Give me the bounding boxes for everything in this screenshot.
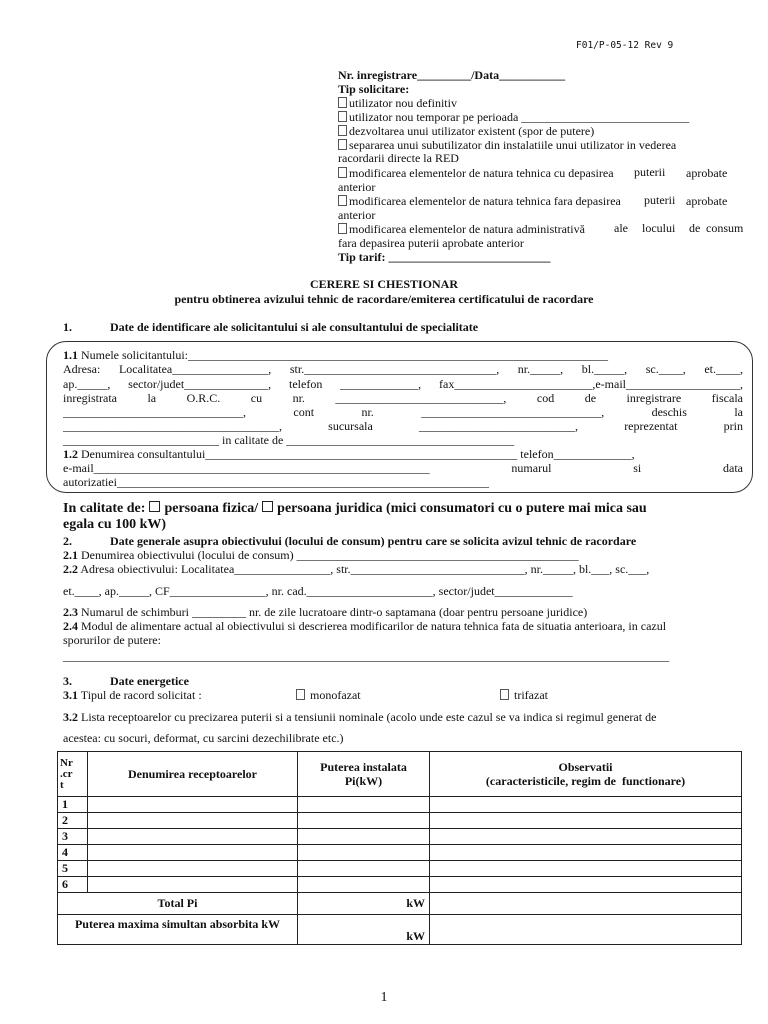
objective-address-field-2[interactable]: et.____, ap._____, CF________________, nr. cad._____________________, sector/judet_____________ xyxy=(63,584,573,598)
registration-line: Nr. inregistrare_________/Data___________ xyxy=(338,68,566,82)
consultant-field[interactable]: 1.2 Denumirea consultantului____________________________________________________ telefon_____________, xyxy=(63,447,635,461)
option-threephase[interactable]: trifazat xyxy=(500,688,548,703)
request-type-label: Tip solicitare: xyxy=(338,82,410,96)
orc-registration-field[interactable]: inregistrata la O.R.C. cu nr. ____________________________, cod de inregistrare fiscala xyxy=(63,391,743,405)
branch-field[interactable]: ____________________________________, sucursala __________________________, reprezentat prin xyxy=(63,419,743,433)
applicant-contact-field[interactable]: ap._____, sector/judet______________, telefon _____________, fax_______________________,e-mail___________________, xyxy=(63,377,743,391)
receivers-list-label: 3.2 Lista receptoarelor cu precizarea puterii si a tensiunii nominale (acolo unde este cazul se va indica si regimul generat de xyxy=(63,710,657,724)
document-subtitle: pentru obtinerea avizului tehnic de racordare/emiterea certificatului de racordare xyxy=(174,292,594,306)
table-row: 2 xyxy=(58,813,742,829)
checkbox-icon[interactable] xyxy=(338,125,347,136)
option-tech-with-excess[interactable]: modificarea elementelor de natura tehnica cu depasirea xyxy=(338,166,614,181)
table-row: 6 xyxy=(58,877,742,893)
supply-mode-label: 2.4 Modul de alimentare actual al obiectivului si descrierea modificarilor de natura tehnica fata de situatia anterioara, in cazul xyxy=(63,619,667,633)
checkbox-legal-entity-icon[interactable] xyxy=(262,501,273,512)
table-header-row xyxy=(58,752,742,797)
shifts-field[interactable]: 2.3 Numarul de schimburi _________ nr. de zile lucratoare dintr-o saptamana (doar pentru persoane juridice) xyxy=(63,605,588,619)
table-row: 3 xyxy=(58,829,742,845)
checkbox-icon[interactable] xyxy=(338,111,347,122)
consultant-email-field[interactable]: e-mail________________________________________________________ numarul si data xyxy=(63,461,743,475)
page-number: 1 xyxy=(380,990,388,1005)
checkbox-icon[interactable] xyxy=(338,195,347,206)
capacity-line: In calitate de: persoana fizica/ persoana juridica (mici consumatori cu o putere mai mica sau xyxy=(63,501,647,516)
account-field[interactable]: ______________________________, cont nr. ______________________________, deschis la xyxy=(63,405,743,419)
section-3-number: 3. xyxy=(63,674,72,688)
checkbox-icon[interactable] xyxy=(338,167,347,178)
representative-field[interactable]: __________________________ in calitate de ______________________________________ xyxy=(63,433,515,447)
total-row xyxy=(58,893,742,915)
applicant-address-field[interactable]: Adresa: Localitatea________________, str.________________________________, nr._____, bl._____, sc.____, et.____, xyxy=(63,362,743,376)
capacity-line-2: egala cu 100 kW) xyxy=(63,517,167,532)
option-admin-change[interactable]: modificarea elementelor de natura administrativă xyxy=(338,222,585,237)
authorization-field[interactable]: autorizatiei______________________________________________________________ xyxy=(63,475,489,489)
applicant-name-field[interactable]: 1.1 Numele solicitantului:______________________________________________________________________ xyxy=(63,348,608,362)
col-header-nr: Nr .cr t xyxy=(58,752,88,797)
total-label: Total Pi xyxy=(58,893,298,915)
connection-type-label: 3.1 Tipul de racord solicitat : xyxy=(63,688,202,702)
tariff-type[interactable]: Tip tarif: ___________________________ xyxy=(338,250,551,264)
objective-address-field[interactable]: 2.2 Adresa obiectivului: Localitatea________________, str._____________________________, nr._____, bl.___, sc.___, xyxy=(63,562,650,576)
col-header-power: Puterea instalata Pi(kW) xyxy=(298,752,430,797)
checkbox-icon[interactable] xyxy=(500,689,509,700)
checkbox-icon[interactable] xyxy=(338,139,347,150)
section-2-heading: Date generale asupra obiectivului (locului de consum) pentru care se solicita avizul tehnic de racordare xyxy=(110,534,637,548)
max-power-label: Puterea maxima simultan absorbita kW xyxy=(58,915,298,945)
max-power-unit[interactable]: kW xyxy=(298,915,430,945)
col-header-name: Denumirea receptoarelor xyxy=(88,752,298,797)
col-header-notes: Observatii (caracteristicile, regim de functionare) xyxy=(430,752,742,797)
option-power-increase[interactable]: dezvoltarea unui utilizator existent (spor de putere) xyxy=(338,124,594,139)
checkbox-icon[interactable] xyxy=(338,97,347,108)
section-2-number: 2. xyxy=(63,534,72,548)
max-power-row xyxy=(58,915,742,945)
option-separation[interactable]: separarea unui subutilizator din instalatiile unui utilizator in vederea xyxy=(338,138,676,153)
receivers-table xyxy=(57,751,742,945)
supply-mode-field[interactable]: _____________________________________________________________________________________________________ xyxy=(63,649,669,663)
checkbox-individual-icon[interactable] xyxy=(149,501,160,512)
section-3-heading: Date energetice xyxy=(110,674,189,688)
document-title: CERERE SI CHESTIONAR xyxy=(309,277,459,291)
checkbox-icon[interactable] xyxy=(338,223,347,234)
option-tech-without-excess[interactable]: modificarea elementelor de natura tehnica fara depasirea xyxy=(338,194,621,209)
objective-name-field[interactable]: 2.1 Denumirea obiectivului (locului de consum) _______________________________________________ xyxy=(63,548,579,562)
form-code: F01/P-05-12 Rev 9 xyxy=(576,40,674,51)
table-row: 5 xyxy=(58,861,742,877)
section-1-number: 1. xyxy=(63,320,72,334)
checkbox-icon[interactable] xyxy=(296,689,305,700)
table-row: 1 xyxy=(58,797,742,813)
option-new-definitive[interactable]: utilizator nou definitiv xyxy=(338,96,457,111)
option-new-temporary[interactable]: utilizator nou temporar pe perioada ____________________________ xyxy=(338,110,689,125)
total-unit[interactable]: kW xyxy=(298,893,430,915)
table-row: 4 xyxy=(58,845,742,861)
section-1-heading: Date de identificare ale solicitantului si ale consultantului de specialitate xyxy=(110,320,479,334)
option-separation-cont: racordarii directe la RED xyxy=(338,151,459,165)
option-monophase[interactable]: monofazat xyxy=(296,688,361,703)
